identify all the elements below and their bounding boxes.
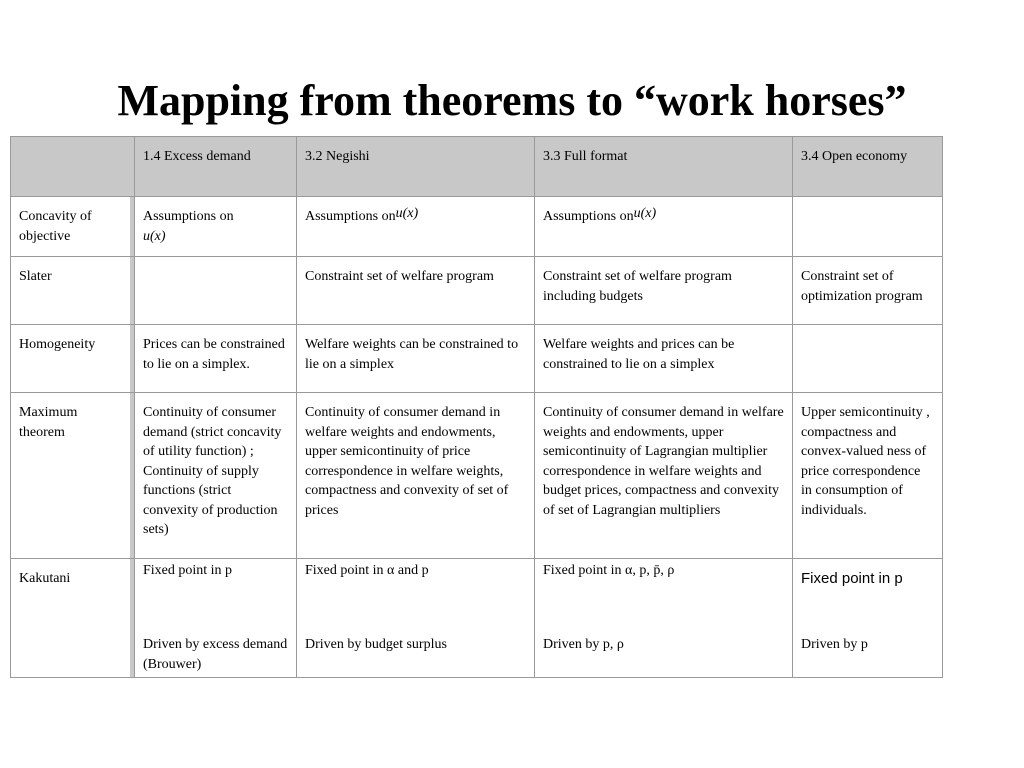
table-cell xyxy=(535,197,793,257)
driven-by-text: Driven by excess demand (Brouwer) xyxy=(143,637,288,672)
table-cell xyxy=(135,559,297,678)
table-cell: Prices can be constrained to lie on a simplex. xyxy=(135,325,297,393)
driven-by-text: Driven by p, ρ xyxy=(543,637,624,652)
table-cell xyxy=(135,197,297,257)
table-row xyxy=(11,325,943,393)
table-cell xyxy=(535,559,793,678)
row-label-kakutani xyxy=(11,559,135,678)
table-cell: Welfare weights and prices can be constrained to lie on a simplex xyxy=(535,325,793,393)
row-label-text: Slater xyxy=(19,269,52,284)
cell-math: u(x) xyxy=(633,206,657,221)
table-row xyxy=(11,559,943,678)
row-label-text: Concavity of objective xyxy=(19,209,92,244)
row-label-maximum-theorem xyxy=(11,393,135,559)
fixed-point-text: Fixed point in α, p, p̄, ρ xyxy=(543,563,675,578)
driven-by-text: Driven by p xyxy=(801,637,868,652)
header-open-economy: 3.4 Open economy xyxy=(793,137,943,197)
table-cell xyxy=(135,257,297,325)
row-label-slater xyxy=(11,257,135,325)
table-row xyxy=(11,197,943,257)
table-cell xyxy=(297,197,535,257)
table-cell: Constraint set of optimization program xyxy=(793,257,943,325)
table-cell: Continuity of consumer demand in welfare weights and endowments, upper semicontinuity of Lagrangian multiplier correspondence in welfare weights and budget prices, compactness and convexity of set of Lagrangian multipliers xyxy=(535,393,793,559)
header-negishi: 3.2 Negishi xyxy=(297,137,535,197)
table-cell: Constraint set of welfare program including budgets xyxy=(535,257,793,325)
cell-math: u(x) xyxy=(395,206,419,221)
table-row xyxy=(11,257,943,325)
table-cell xyxy=(793,197,943,257)
cell-text: Assumptions on xyxy=(305,209,396,224)
driven-by-text: Driven by budget surplus xyxy=(305,637,447,652)
table-header-row xyxy=(11,137,943,197)
header-excess-demand: 1.4 Excess demand xyxy=(135,137,297,197)
row-label-homogeneity xyxy=(11,325,135,393)
cell-text: Assumptions on xyxy=(543,209,634,224)
row-label-text: Maximum theorem xyxy=(19,405,78,440)
table-cell xyxy=(793,559,943,678)
row-label-text: Homogeneity xyxy=(19,337,96,352)
table-cell xyxy=(793,325,943,393)
slide-title: Mapping from theorems to “work horses” xyxy=(117,76,907,125)
table-cell: Constraint set of welfare program xyxy=(297,257,535,325)
cell-text: Assumptions on xyxy=(143,209,234,224)
table-cell: Continuity of consumer demand (strict concavity of utility function) ; Continuity of supply functions (strict convexity of production sets) xyxy=(135,393,297,559)
table-cell xyxy=(297,559,535,678)
fixed-point-text: Fixed point in p xyxy=(143,563,233,578)
table-cell: Welfare weights can be constrained to lie on a simplex xyxy=(297,325,535,393)
table-cell: Continuity of consumer demand in welfare weights and endowments, upper semicontinuity of price correspondence in welfare weights, compactness and convexity of set of prices xyxy=(297,393,535,559)
row-label-concavity xyxy=(11,197,135,257)
cell-math: u(x) xyxy=(143,228,166,244)
theorem-mapping-table xyxy=(10,136,943,678)
table-cell: Upper semicontinuity , compactness and convex-valued ness of price correspondence in consumption of individuals. xyxy=(793,393,943,559)
fixed-point-text: Fixed point in p xyxy=(801,570,903,587)
header-full-format: 3.3 Full format xyxy=(535,137,793,197)
header-corner-cell xyxy=(11,137,135,197)
row-label-text: Kakutani xyxy=(19,571,71,586)
fixed-point-text: Fixed point in α and p xyxy=(305,563,429,578)
table-row xyxy=(11,393,943,559)
